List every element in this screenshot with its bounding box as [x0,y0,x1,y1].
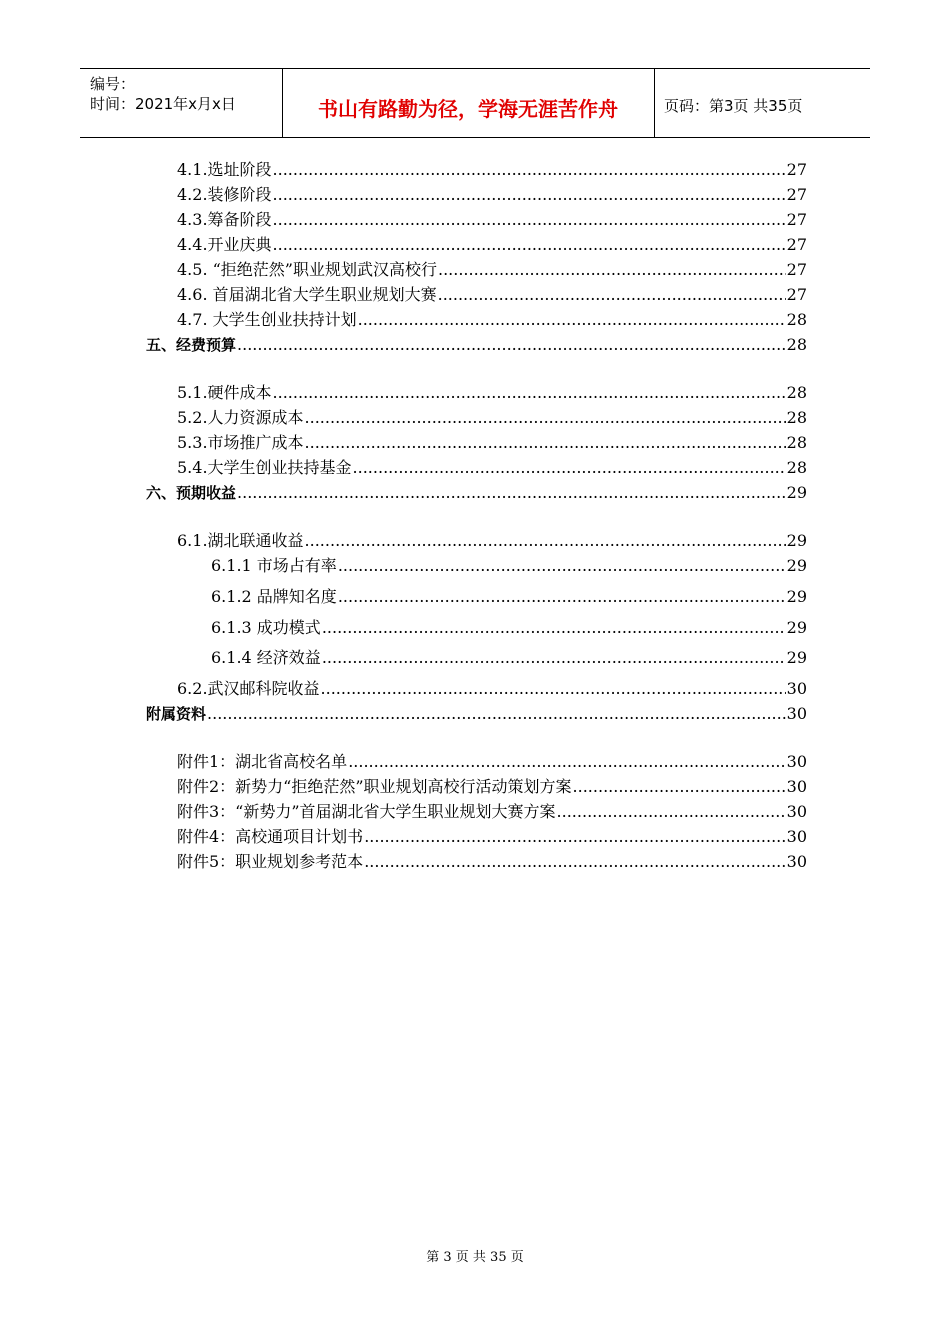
toc-entry[interactable] [177,801,807,823]
toc-entry-page: 30 [786,827,807,846]
toc-entry[interactable] [177,457,807,479]
toc-entry-page: 30 [786,802,807,821]
toc-entry[interactable] [177,851,807,873]
toc-entry-title: 6.1.2 品牌知名度 [211,587,337,606]
toc-entry-page: 27 [786,185,807,204]
header-motto-cell [282,69,655,137]
toc-entry-page: 30 [786,752,807,771]
toc-entry-page: 30 [786,679,807,698]
toc-leader [557,801,786,823]
toc-entry[interactable] [177,407,807,429]
toc-entry-page: 27 [786,160,807,179]
toc-entry-page: 29 [786,618,807,637]
toc-entry-title: 6.1.1 市场占有率 [211,556,337,575]
toc-entry-title: 5.3.市场推广成本 [177,433,304,452]
toc-entry[interactable] [177,209,807,231]
toc-entry-page: 28 [786,433,807,452]
toc-entry-page: 27 [786,285,807,304]
toc-entry-page: 29 [786,483,807,502]
toc-entry-page: 30 [786,777,807,796]
toc-entry[interactable] [177,751,807,773]
toc-entry-title: 5.4.大学生创业扶持基金 [177,458,352,477]
toc-leader [338,555,786,577]
toc-entry-page: 29 [786,648,807,667]
toc-leader [305,407,786,429]
toc-entry-title: 附件1：湖北省高校名单 [177,752,348,771]
toc-leader [321,678,786,700]
toc-entry-title: 附属资料 [146,705,207,723]
toc-leader [358,309,786,331]
toc-entry-page: 27 [786,210,807,229]
toc-subentry[interactable] [211,647,807,669]
toc-chapter[interactable] [146,703,807,725]
toc-entry-page: 28 [786,310,807,329]
toc-leader [237,334,786,356]
toc-entry-title: 附件4：高校通项目计划书 [177,827,364,846]
toc-entry-title: 6.1.湖北联通收益 [177,531,304,550]
toc-chapter[interactable] [146,334,807,356]
toc-leader [322,647,786,669]
toc-entry[interactable] [177,382,807,404]
toc-entry-title: 4.3.筹备阶段 [177,210,272,229]
toc-entry-title: 附件2：新势力“拒绝茫然”职业规划高校行活动策划方案 [177,777,572,796]
toc-entry-page: 28 [786,458,807,477]
toc-leader [348,751,785,773]
document-header [80,68,870,138]
toc-entry-page: 29 [786,556,807,575]
toc-entry-title: 4.2.装修阶段 [177,185,272,204]
toc-entry[interactable] [177,184,807,206]
page-footer: 第 3 页 共 35 页 [426,1250,524,1265]
toc-entry-title: 五、经费预算 [146,336,237,354]
toc-entry-page: 28 [786,408,807,427]
toc-entry-page: 27 [786,235,807,254]
toc-entry[interactable] [177,259,807,281]
toc-leader [273,234,786,256]
toc-entry-page: 28 [786,335,807,354]
toc-subentry[interactable] [211,555,807,577]
toc-leader [305,530,786,552]
toc-chapter[interactable] [146,482,807,504]
toc-entry-page: 29 [786,531,807,550]
toc-entry[interactable] [177,530,807,552]
toc-leader [338,586,786,608]
toc-leader [438,259,786,281]
toc-leader [305,432,786,454]
toc-leader [273,382,786,404]
toc-entry[interactable] [177,159,807,181]
toc-subentry[interactable] [211,617,807,639]
header-page-cell [654,69,870,137]
motto: 书山有路勤为径，学海无涯苦作舟 [318,97,618,121]
toc-entry-page: 29 [786,587,807,606]
toc-leader [353,457,786,479]
toc-entry-page: 27 [786,260,807,279]
toc-leader [237,482,786,504]
toc-entry-title: 5.2.人力资源成本 [177,408,304,427]
toc-subentry[interactable] [211,586,807,608]
toc-leader [573,776,786,798]
toc-entry[interactable] [177,309,807,331]
toc-leader [322,617,786,639]
toc-entry[interactable] [177,234,807,256]
toc-entry-title: 六、预期收益 [146,484,237,502]
toc-entry-title: 6.2.武汉邮科院收益 [177,679,320,698]
toc-leader [364,851,785,873]
header-meta-cell [80,69,283,137]
toc-entry-title: 5.1.硬件成本 [177,383,272,402]
toc-entry-page: 30 [786,704,807,723]
toc-leader [273,159,786,181]
toc-entry[interactable] [177,678,807,700]
toc-entry[interactable] [177,284,807,306]
toc-entry-page: 30 [786,852,807,871]
date-label: 时间：2021年x月x日 [90,95,236,113]
toc-leader [273,184,786,206]
toc-entry-title: 4.1.选址阶段 [177,160,272,179]
toc-entry[interactable] [177,826,807,848]
serial-label: 编号： [90,75,136,93]
toc-entry-title: 6.1.3 成功模式 [211,618,321,637]
toc-entry-title: 4.5. “拒绝茫然”职业规划武汉高校行 [177,260,437,279]
toc-entry-title: 4.6. 首届湖北省大学生职业规划大赛 [177,285,437,304]
toc-leader [364,826,785,848]
toc-entry-title: 4.7. 大学生创业扶持计划 [177,310,357,329]
toc-leader [207,703,786,725]
toc-entry-title: 6.1.4 经济效益 [211,648,321,667]
toc-entry[interactable] [177,432,807,454]
toc-entry-title: 附件5：职业规划参考范本 [177,852,364,871]
toc-entry-title: 4.4.开业庆典 [177,235,272,254]
toc-entry-title: 附件3：“新势力”首届湖北省大学生职业规划大赛方案 [177,802,556,821]
toc-leader [273,209,786,231]
toc-entry-page: 28 [786,383,807,402]
page-info: 页码：第3页 共35页 [664,97,803,115]
toc-leader [438,284,786,306]
toc-entry[interactable] [177,776,807,798]
